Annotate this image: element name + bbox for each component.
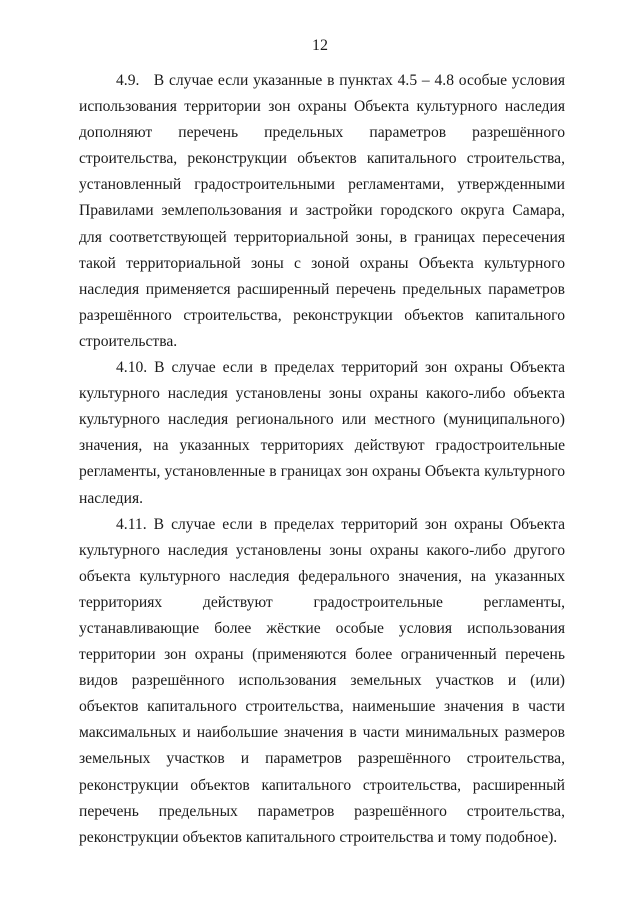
paragraph-4-9: 4.9. В случае если указанные в пунктах 4.5 – 4.8 особые условия использования территории зон охраны Объекта культурного наследия дополняют перечень предельных параметров разрешённого строительства, реконструкции объектов капитального строительства, установленный градостроительными регламентами, утвержденными Правилами землепользования и застройки городского округа Самара, для соответствующей территориальной зоны, в границах пересечения такой территориальной зоны с зоной охраны Объекта культурного наследия применяется расширенный перечень предельных параметров разрешённого строительства, реконструкции объектов капитального строительства.	[79, 72, 565, 350]
paragraph-4-10: 4.10. В случае если в пределах территорий зон охраны Объекта культурного наследия установлены зоны охраны какого-либо объекта культурного наследия регионального или местного (муниципального) значения, на указанных территориях действуют градостроительные регламенты, установленные в границах зон охраны Объекта культурного наследия.	[79, 359, 565, 507]
document-body	[79, 68, 565, 851]
page-number: 12	[312, 37, 328, 54]
paragraph-4-11: 4.11. В случае если в пределах территорий зон охраны Объекта культурного наследия установлены зоны охраны какого-либо другого объекта культурного наследия федерального значения, на указанных территориях действуют градостроительные регламенты, устанавливающие более жёсткие особые условия использования территории зон охраны (применяются более ограниченный перечень видов разрешённого использования земельных участков и (или) объектов капитального строительства, наименьшие значения в части максимальных и наибольшие значения в части минимальных размеров земельных участков и параметров разрешённого строительства, реконструкции объектов капитального строительства, расширенный перечень предельных параметров разрешённого строительства, реконструкции объектов капитального строительства и тому подобное).	[79, 515, 565, 846]
